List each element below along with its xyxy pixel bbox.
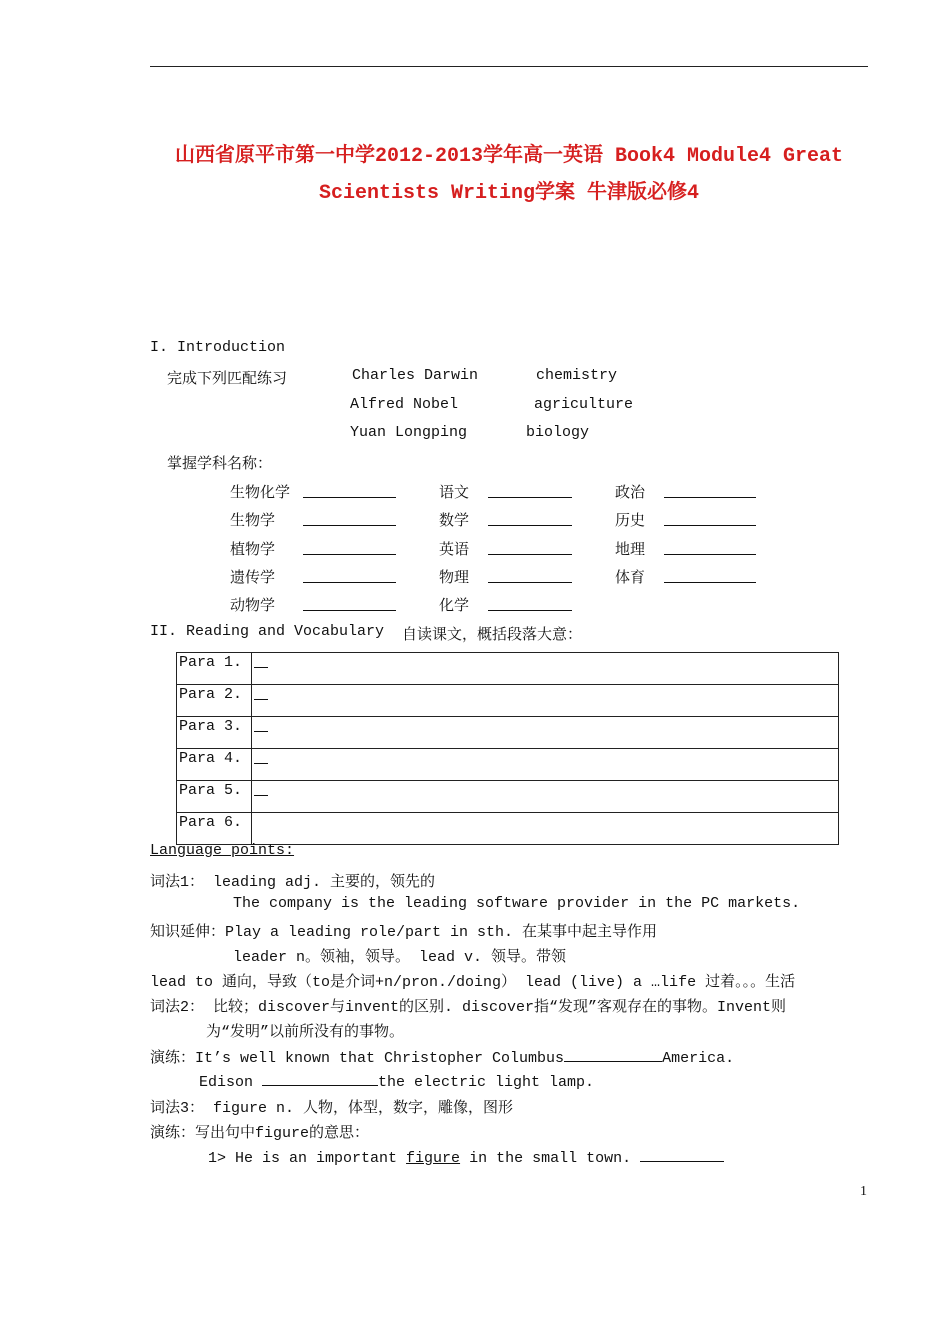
answer-blank[interactable] (488, 554, 572, 555)
table-row (177, 717, 839, 749)
para-label: Para 5. (177, 781, 252, 813)
answer-blank[interactable] (488, 610, 572, 611)
subject-label: 生物化学 (230, 485, 291, 501)
vocab-line: 词法1： leading adj. 主要的，领先的 (150, 874, 436, 891)
table-row (177, 781, 839, 813)
table-row (177, 685, 839, 717)
subject-label: 生物学 (230, 513, 276, 529)
section-reading-heading: II. Reading and Vocabulary (150, 623, 385, 640)
exercise-text: the electric light lamp. (378, 1074, 595, 1091)
vocab-line: 词法3： figure n. 人物，体型，数字，雕像，图形 (150, 1100, 514, 1117)
field-biology: biology (526, 424, 590, 441)
exercise-text: America. (662, 1050, 735, 1067)
field-agriculture: agriculture (534, 396, 634, 413)
subject-label: 遗传学 (230, 570, 276, 586)
subject-label: 动物学 (230, 598, 276, 614)
answer-blank[interactable] (488, 525, 572, 526)
exercise-line (199, 1071, 594, 1091)
answer-blank[interactable] (303, 610, 396, 611)
para-label: Para 1. (177, 653, 252, 685)
para-answer-cell[interactable] (252, 781, 839, 813)
answer-blank[interactable] (664, 525, 756, 526)
vocab-line: leader n。领袖，领导。 lead v. 领导。带领 (233, 949, 567, 966)
answer-blank[interactable] (303, 582, 396, 583)
subject-label: 地理 (615, 542, 646, 558)
exercise-line (150, 1046, 734, 1067)
subject-label: 植物学 (230, 542, 276, 558)
exercise-text: Edison (199, 1074, 263, 1091)
para-label: Para 2. (177, 685, 252, 717)
para-label: Para 3. (177, 717, 252, 749)
answer-blank[interactable] (303, 554, 396, 555)
subject-label: 化学 (439, 598, 470, 614)
reading-instruction: 自读课文，概括段落大意： (402, 627, 583, 643)
subject-label: 历史 (615, 513, 646, 529)
para-label: Para 6. (177, 813, 252, 845)
answer-blank[interactable] (640, 1147, 724, 1162)
subject-label: 数学 (439, 513, 470, 529)
para-answer-cell[interactable] (252, 685, 839, 717)
exercise-text: 1> He is an important (208, 1150, 407, 1167)
language-points-heading: Language points: (150, 842, 295, 859)
para-answer-cell[interactable] (252, 749, 839, 781)
answer-blank[interactable] (488, 582, 572, 583)
exercise-text: 演练：It’s well known that Christopher Columbus (150, 1050, 565, 1067)
answer-blank[interactable] (664, 554, 756, 555)
vocab-line: 知识延伸：Play a leading role/part in sth. 在某事中起主导作用 (150, 924, 658, 941)
paragraph-table (176, 652, 839, 845)
underlined-word: figure (406, 1150, 461, 1167)
table-row (177, 813, 839, 845)
table-row (177, 749, 839, 781)
para-label: Para 4. (177, 749, 252, 781)
header-rule (150, 66, 868, 67)
table-row (177, 653, 839, 685)
vocab-line: lead to 通向，导致（to是介词+n/pron./doing） lead (live) a …life 过着。。。生活 (150, 974, 796, 991)
answer-blank[interactable] (564, 1047, 662, 1062)
para-answer-cell[interactable] (252, 717, 839, 749)
subject-label: 物理 (439, 570, 470, 586)
section-intro-heading: I. Introduction (150, 339, 286, 356)
vocab-line: 演练：写出句中figure的意思： (150, 1125, 370, 1142)
example-sentence: The company is the leading software provider in the PC markets. (233, 895, 801, 912)
page-number: 1 (860, 1184, 867, 1199)
match-instruction: 完成下列匹配练习 (167, 371, 288, 387)
answer-blank[interactable] (664, 582, 756, 583)
doc-title-line1: 山西省原平市第一中学2012-2013学年高一英语 Book4 Module4 Great (174, 145, 844, 168)
subject-label: 政治 (615, 485, 646, 501)
answer-blank[interactable] (303, 497, 396, 498)
subject-label: 英语 (439, 542, 470, 558)
answer-blank[interactable] (303, 525, 396, 526)
exercise-text: in the small town. (460, 1150, 641, 1167)
answer-blank[interactable] (664, 497, 756, 498)
name-nobel: Alfred Nobel (350, 396, 459, 413)
subject-label: 语文 (439, 485, 470, 501)
answer-blank[interactable] (488, 497, 572, 498)
vocab-line: 词法2： 比较；discover与invent的区别. discover指“发现”客观存在的事物。Invent则 (150, 999, 787, 1016)
para-answer-cell[interactable] (252, 653, 839, 685)
vocab-line: 为“发明”以前所没有的事物。 (206, 1024, 405, 1041)
subject-label: 体育 (615, 570, 646, 586)
name-darwin: Charles Darwin (352, 367, 479, 384)
exercise-line (208, 1147, 724, 1167)
field-chemistry: chemistry (536, 367, 618, 384)
doc-title-line2: Scientists Writing学案 牛津版必修4 (318, 182, 700, 205)
para-answer-cell[interactable] (252, 813, 839, 845)
answer-blank[interactable] (262, 1071, 378, 1086)
name-yuan: Yuan Longping (350, 424, 468, 441)
subjects-heading: 掌握学科名称： (167, 456, 273, 472)
